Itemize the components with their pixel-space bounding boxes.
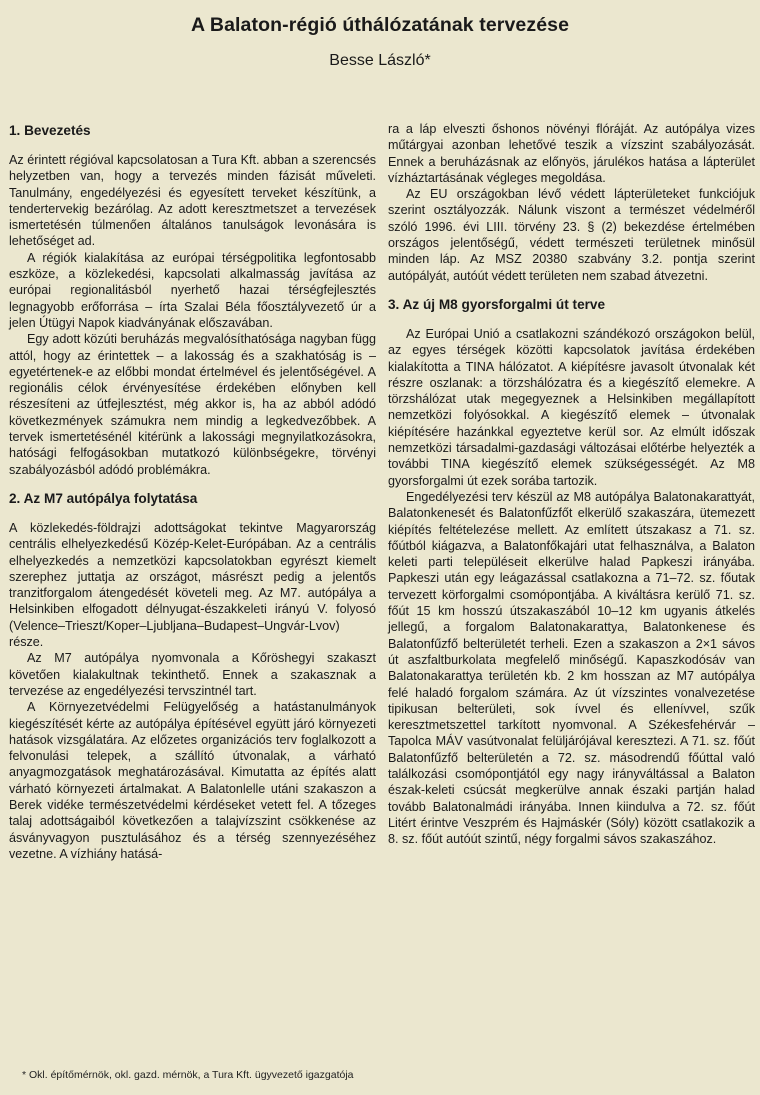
paragraph: Engedélyezési terv készül az M8 autópálya Balatonakarattyát, Balatonkenesét és Balatonfűzfőt elkerülő szakaszára, ütemezett kiépítés feltételezése mellett. Az említett útszakasz a 71. sz. főútból kiágazva, a Balatonfőkajári utat felhasználva, a Balaton keleti parti településeit elkerülve halad Papkeszi irányába. Papkeszi után egy leágazással csatlakozna a 71–72. sz. főutak tervezett körforgalmi csomópontjába. A kiváltásra kerülő 71. sz. főút 15 km hosszú útszakaszából 10–12 km ugyanis átkelés jellegű, a forgalom Balatonakarattya, Balatonkenese és Balatonfűzfő belterületét terheli. Ezen a szakaszon a 2×1 sávos út aszfaltburkolata megfelelő minőségű. Kapaszkodósáv van Balatonakarattya területén kb. 2 km hosszan az M7 autópálya felé haladó forgalom számára. Az út vízszintes vonalvezetése tipikusan belterületi, sok ívvel és ellenívvel, szűk keresztmetszettel tarkított nyomvonal. A Székesfehérvár – Tapolca MÁV vasútvonalat felüljárójával keresztezi. A 71. sz. főút Balatonfűzfő belterületén a 72. sz. másodrendű főúttal való találkozási csomópontjától egy nagy irányváltással a Balaton észak-keleti csúcsát megkerülve annak északi partján halad tovább Balatonalmádi irányába. Innen kiindulva a 72. sz. főút Litért érintve Veszprém és Hajmáskér (Sóly) között csatlakozik a 8. sz. főút autóút szintű, négy forgalmi sávos szakaszához.: [388, 489, 755, 847]
paragraph: Egy adott közúti beruházás megvalósíthatósága nagyban függ attól, hogy az érintettek – a lakosság és a szakhatóság is – egyetértenek-e az előbbi mondat értelmével és jelentőségével. A regionális célok érvényesítése érdekében előnyben kell részesíteni az útfejlesztést, még akkor is, ha az abból adódó következmények számukra nem mindig a legkedvezőbbek. A tervek ismertetésénél kitérünk a lakossági megnyilatkozásokra, hatósági felfogásokban mutatkozó különbségekre, törvényi szabályozásból adódó problémákra.: [9, 332, 376, 477]
page-title: A Balaton-régió úthálózatának tervezése: [190, 14, 570, 36]
paragraph: A Környezetvédelmi Felügyelőség a hatástanulmányok kiegészítését kérte az autópálya építésével együtt járó környezeti hatások vizsgálatára. Az előzetes organizációs terv foglalkozott a felvonulási telepek, a szállító útvonalak, a várható anyagmozgatások meghatározásával. Kimutatta az építés alatt várható környezeti ártalmakat. A Balatonlelle utáni szakaszon a Berek vidéke természetvédelmi kérdéseket vetett fel. A tőzeges talaj adottságaiból következően a talajvízszint csökkenése az ásványvagyon pusztulásához és a térség szennyezéséhez vezetne. A vízhiány hatásá-: [9, 700, 376, 861]
paragraph: A régiók kialakítása az európai térségpolitika legfontosabb eszköze, a közlekedési, kapcsolati alkalmasság javítása az európai regionalitásból nyerhető hazai térségfejlesztés legnagyobb erőforrása – írta Szalai Béla főosztályvezető úr a jelen Útügyi Napok kiadványának előszavában.: [9, 250, 376, 330]
section-heading-1: 1. Bevezetés: [9, 123, 91, 138]
right-column: [388, 121, 755, 847]
left-column: [9, 122, 376, 862]
paragraph: Az M7 autópálya nyomvonala a Kőröshegyi szakaszt követően kialakultnak tekinthető. Ennek a szakasznak a tervezése az engedélyezési tervszintnél tart.: [9, 651, 376, 698]
section-heading-3: 3. Az új M8 gyorsforgalmi út terve: [388, 296, 606, 312]
paragraph: A közlekedés-földrajzi adottságokat tekintve Magyarország centrális elhelyezkedésű Közép-Kelet-Európában. Az a centrális elhelyezkedés a nemzetközi kapcsolatokban egyrészt kiemelt szerephez juttatja az országot, másrészt pedig a jelentős tranzitforgalom átengedését követeli meg. Az M7. autópálya a Helsinkiben elfogadott délnyugat-északkeleti irányú V. folyosó (Velence–Trieszt/Koper–Ljubljana–Budapest–Ungvár-Lvov) része.: [9, 520, 376, 650]
paragraph: ra a láp elveszti őshonos növényi flóráját. Az autópálya vizes műtárgyai azonban lehetővé teszik a vízszint szabályozását. Ennek a beruházásnak az előnyös, járulékos hatása a lápterület vízháztartásának végleges megoldása.: [388, 122, 755, 185]
footnote: * Okl. építőmérnök, okl. gazd. mérnök, a Tura Kft. ügyvezető igazgatója: [22, 1069, 354, 1081]
paragraph: Az EU országokban lévő védett lápterületeket funkciójuk szerint osztályozzák. Nálunk viszont a természet védelméről szóló 1996. évi LIII. törvény 23. § (2) bekezdése értelmében országos jelentőségű, védett természeti területnek minősül minden láp. Az MSZ 20380 szabvány 3.2. pontja szerint autópályát, autóút védett területen nem szabad átvezetni.: [388, 187, 755, 283]
paragraph: Az érintett régióval kapcsolatosan a Tura Kft. abban a szerencsés helyzetben van, hogy a tervezés minden fázisát műveleti. Tanulmány, engedélyezési és egyesített terveket készítünk, a tendertervekig bezárólag. Az adott keresztmetszet a tervezések ismertetésén túlmenően általános tanulságok levonására is lehetőséget ad.: [9, 153, 376, 249]
author: Besse László*: [329, 52, 431, 69]
section-heading-2: 2. Az M7 autópálya folytatása: [9, 490, 198, 506]
paragraph: Az Európai Unió a csatlakozni szándékozó országokon belül, az egyes térségek közötti kapcsolatok javítása érdekében kialakította a TINA hálózatot. A kiépítésre javasolt útvonalak két részre oszlanak: a törzshálózatra és a kiegészítő elemekre. A törzshálózat utak megegyeznek a Helsinkiben megállapított nemzetközi folyósokkal. A kiegészítő elemek – útvonalak kiépítésére hazánkkal egyeztetve kerül sor. Az elmúlt időszak nemzetközi társadalmi-gazdasági változásai előtérbe helyezték a további TINA kiegészítő elemek szükségességét. Az M8 gyorsforgalmi út ezek sorába tartozik.: [388, 326, 755, 488]
